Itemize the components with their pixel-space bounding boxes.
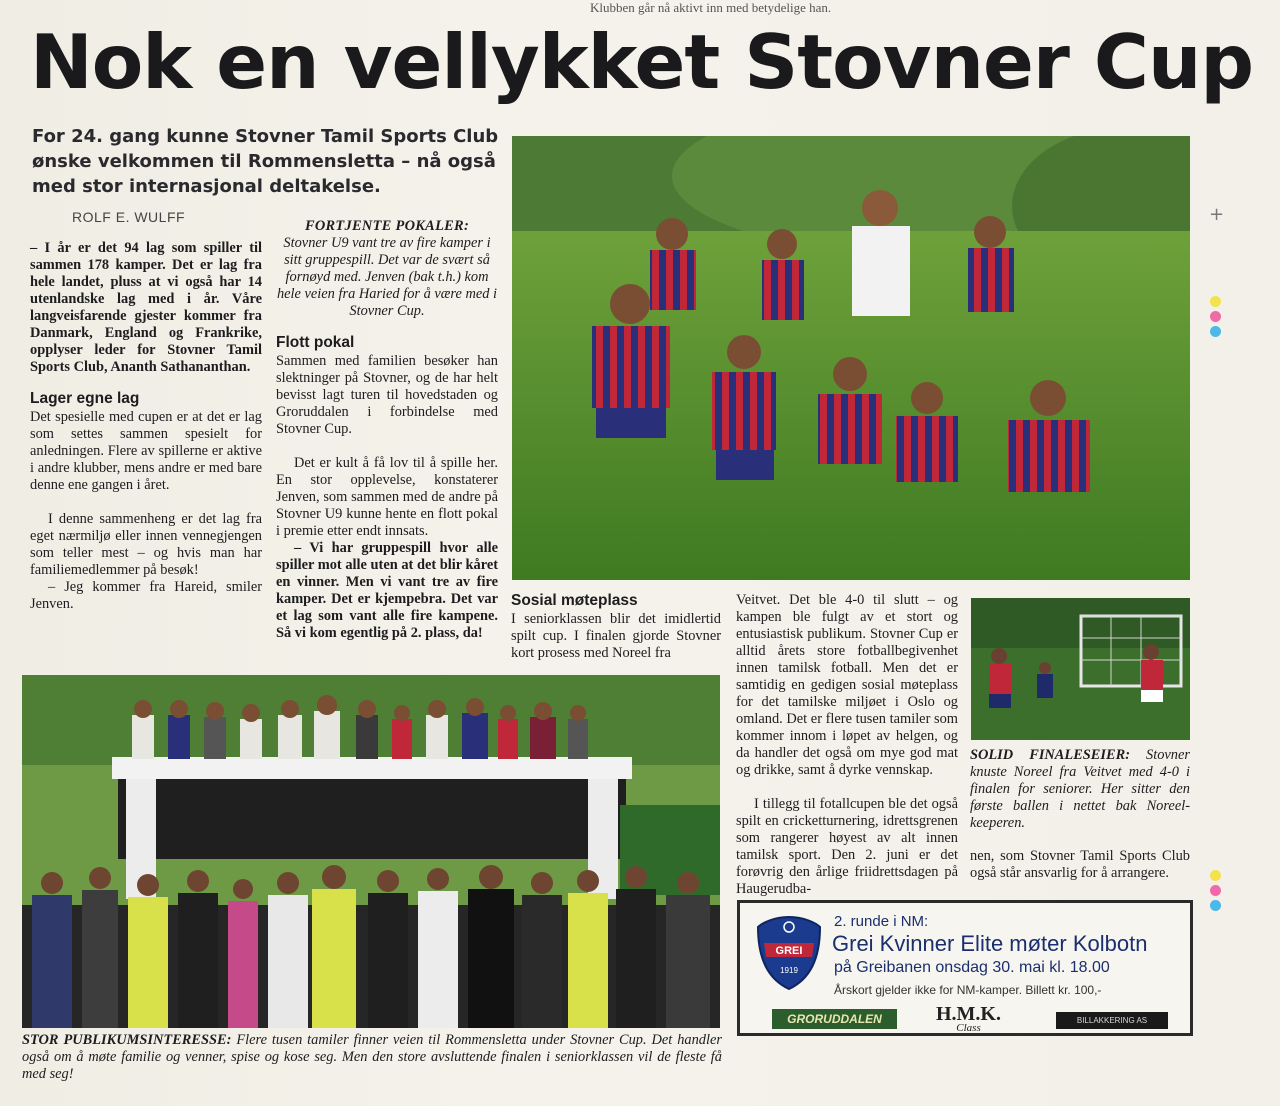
paragraph: Veitvet. Det ble 4-0 til slutt – og kampen ble fulgt av et stort og entusiastisk publikum. Stovner Cup er alltid årets store fotballbegivenhet innen tamilsk fotball. Men det er samtidig en gedigen sosial møteplass for det tamilske miljøet i Oslo og omland. Det er flere tusen tamiler som kommer innom i løpet av helgen, og da handler det også om mye god mat og drikke, samt å dyrke vennskap.: [736, 592, 958, 778]
caption-text: Stovner knuste Noreel fra Veitvet med 4-0 i finalen for seniorer. Her sitter den første ballen i nettet bak Noreel-keeperen.: [970, 747, 1190, 831]
article-column-1: [30, 240, 262, 613]
sponsor-groruddalen-logo: GRORUDDALEN: [772, 1009, 897, 1029]
magenta-dot-icon: [1210, 885, 1221, 896]
quote-paragraph: – Vi har gruppespill hvor alle spiller mot alle uten at det blir kåret en vinner. Men vi vant tre av fire kamper. Det er kjempebra. Det var et lag som vant alle fire kampene. Så vi kom egentlig på 2. plass, da!: [276, 540, 498, 641]
photo-caption-team: [276, 218, 498, 320]
team-photo: [512, 136, 1190, 580]
subhead-flott-pokal: Flott pokal: [276, 334, 355, 351]
cyan-dot-icon: [1210, 900, 1221, 911]
caption-text: Stovner U9 vant tre av fire kamper i sitt gruppespill. Det var de svært så fornøyd med. Jenven (bak t.h.) kom hele veien fra Haried for å være med i Stovner Cup.: [276, 235, 498, 319]
caption-text: Flere tusen tamiler finner veien til Rommensletta under Stovner Cup. Det handler også om å møte familie og venner, spise og kose seg. Men den store avsluttende finalen i seniorklassen vil de fleste få med seg!: [22, 1032, 722, 1082]
standfirst: For 24. gang kunne Stovner Tamil Sports Club ønske velkommen til Rommensletta – nå også med stor internasjonal deltakelse.: [32, 126, 499, 197]
subhead-sosial-moteplass: Sosial møteplass: [511, 592, 638, 609]
article-column-3: [511, 592, 721, 662]
caption-lead: STOR PUBLIKUMSINTERESSE:: [22, 1032, 232, 1048]
byline: ROLF E. WULFF: [72, 209, 186, 225]
ad-match-time: på Greibanen onsdag 30. mai kl. 18.00: [834, 959, 1110, 976]
sponsor-billakkering-logo: BILLAKKERING AS: [1056, 1012, 1168, 1029]
intro-paragraph: – I år er det 94 lag som spiller til sammen 178 kamper. Det er lag fra hele landet, pluss at vi også har 14 utenlandske lag med i år. Våre langveisfarende gjester kommer fra Danmark, England og Frankrike, opplyser leder for Stovner Tamil Sports Club, Ananth Sathananthan.: [30, 240, 262, 375]
registration-dots-top: [1210, 296, 1222, 341]
cyan-dot-icon: [1210, 326, 1221, 337]
sponsor-hmk-logo: [936, 1003, 1001, 1034]
ad-round-label: 2. runde i NM:: [834, 913, 929, 930]
paragraph: I seniorklassen blir det imidlertid spilt cup. I finalen gjorde Stovner kort prosess med Noreel fra: [511, 611, 721, 661]
magenta-dot-icon: [1210, 311, 1221, 322]
yellow-dot-icon: [1210, 870, 1221, 881]
photo-caption-goal: [970, 747, 1190, 832]
sponsor-hmk-sub: Class: [956, 1022, 981, 1034]
article-column-5: [970, 848, 1190, 882]
sponsor-hmk-name: H.M.K.: [936, 1003, 1001, 1025]
subhead-lager-egne-lag: Lager egne lag: [30, 390, 140, 407]
paragraph: Sammen med familien besøker han slektninger på Stovner, og de har helt bevisst lagt turen til hovedstaden og Groruddalen i forbindelse med Stovner Cup.: [276, 353, 498, 437]
paragraph: Det er kult å få lov til å spille her. En stor opplevelse, konstaterer Jenven, som sammen med de andre på Stovner U9 kunne hente en flott pokal i premie etter endt innsats.: [276, 455, 498, 539]
article-column-4: [736, 592, 958, 898]
paragraph: I denne sammenheng er det lag fra eget nærmiljø eller innen vennegjengen som teller mest – og hvis man har familiemedlemmer på besøk!: [30, 511, 262, 578]
advertisement-box: [737, 900, 1193, 1036]
ad-match-title: Grei Kvinner Elite møter Kolbotn: [832, 931, 1148, 956]
headline: Nok en vellykket Stovner Cup: [30, 18, 1254, 106]
registration-cross-icon: +: [1209, 204, 1225, 225]
ad-ticket-note: Årskort gjelder ikke for NM-kamper. Billett kr. 100,-: [834, 983, 1102, 997]
registration-dots-bottom: [1210, 870, 1222, 915]
crowd-photo: [22, 675, 720, 1028]
paragraph: – Jeg kommer fra Hareid, smiler Jenven.: [30, 579, 262, 612]
article-column-2: [276, 218, 498, 642]
paragraph: I tillegg til fotallcupen ble det også spilt en cricketturnering, idrettsgrenen som rangerer høyest av alt innen tamilsk sport. Den 2. juni er det forøvrig den årlige friidrettsdagen på Haugerudba-: [736, 796, 958, 897]
goal-photo: [971, 598, 1190, 740]
top-cut-line: Klubben går nå aktivt inn med betydelige han.: [590, 0, 832, 15]
paragraph: nen, som Stovner Tamil Sports Club også står ansvarlig for å arrangere.: [970, 848, 1190, 881]
crest-year: 1919: [780, 966, 798, 975]
yellow-dot-icon: [1210, 296, 1221, 307]
caption-lead: FORTJENTE POKALER:: [304, 218, 470, 234]
paragraph: Det spesielle med cupen er at det er lag som settes sammen spesielt for anledningen. Flere av spillerne er aktive i andre klubber, mens andre er med bare denne ene gangen i året.: [30, 409, 262, 493]
caption-lead: SOLID FINALESEIER:: [970, 747, 1130, 763]
grei-crest-logo: [754, 913, 824, 991]
crest-text: GREI: [775, 945, 803, 957]
photo-caption-crowd: [22, 1032, 722, 1083]
